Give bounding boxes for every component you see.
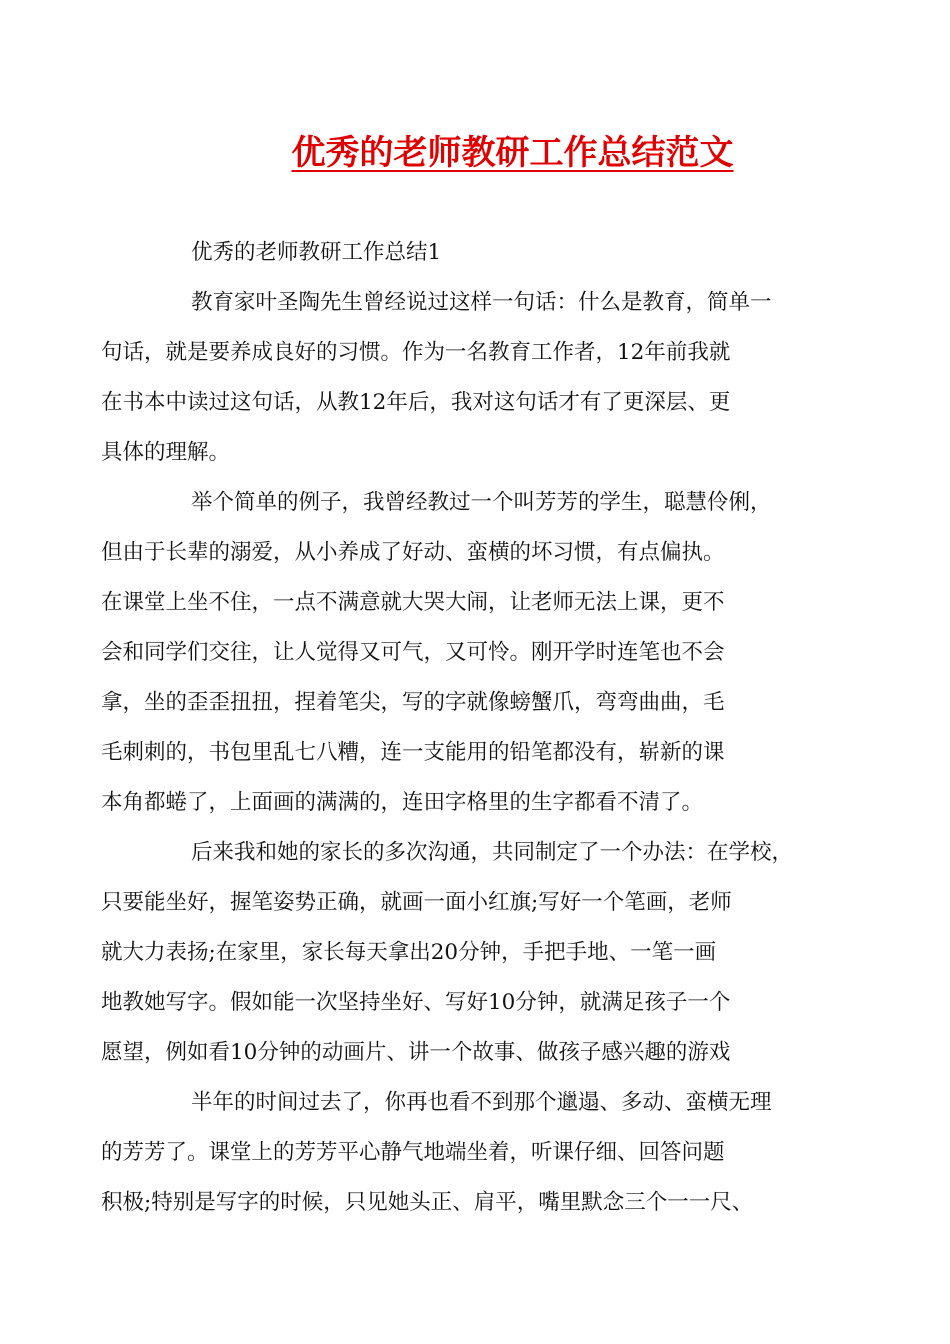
text-line: 但由于长辈的溺爱，从小养成了好动、蛮横的坏习惯，有点偏执。 (101, 540, 725, 565)
text-line: 句话，就是要养成良好的习惯。作为一名教育工作者，12年前我就 (101, 340, 731, 365)
text-line: 愿望，例如看10分钟的动画片、讲一个故事、做孩子感兴趣的游戏 (101, 1040, 731, 1065)
text-line: 毛刺刺的，书包里乱七八糟，连一支能用的铅笔都没有，崭新的课 (101, 740, 725, 765)
paragraph-4 (101, 1078, 822, 1228)
section-subheading: 优秀的老师教研工作总结1 (191, 240, 442, 265)
text-line: 会和同学们交往，让人觉得又可气，又可怜。刚开学时连笔也不会 (101, 640, 725, 665)
text-line: 在书本中读过这句话，从教12年后，我对这句话才有了更深层、更 (101, 390, 731, 415)
text-line: 就大力表扬;在家里，家长每天拿出20分钟，手把手地、一笔一画 (101, 940, 717, 965)
text-line: 拿，坐的歪歪扭扭，捏着笔尖，写的字就像螃蟹爪，弯弯曲曲，毛 (101, 690, 725, 715)
document-body (101, 228, 822, 1228)
text-line: 半年的时间过去了，你再也看不到那个邋遢、多动、蛮横无理 (191, 1090, 772, 1115)
text-line: 具体的理解。 (101, 440, 231, 465)
text-line: 举个简单的例子，我曾经教过一个叫芳芳的学生，聪慧伶俐， (191, 490, 772, 515)
text-line: 后来我和她的家长的多次沟通，共同制定了一个办法：在学校， (191, 840, 794, 865)
text-line: 积极;特别是写字的时候，只见她头正、肩平，嘴里默念三个一一尺、 (101, 1190, 754, 1215)
text-line: 地教她写字。假如能一次坚持坐好、写好10分钟，就满足孩子一个 (101, 990, 731, 1015)
text-line: 的芳芳了。课堂上的芳芳平心静气地端坐着，听课仔细、回答问题 (101, 1140, 725, 1165)
paragraph-3 (101, 828, 822, 1078)
text-line: 本角都蜷了，上面画的满满的，连田字格里的生字都看不清了。 (101, 790, 704, 815)
paragraph-1 (101, 278, 822, 478)
document-title (0, 128, 950, 178)
document-title-text: 优秀的老师教研工作总结范文 (291, 133, 734, 173)
text-line: 只要能坐好，握笔姿势正确，就画一面小红旗;写好一个笔画，老师 (101, 890, 732, 915)
text-line: 在课堂上坐不住，一点不满意就大哭大闹，让老师无法上课，更不 (101, 590, 725, 615)
text-line: 教育家叶圣陶先生曾经说过这样一句话：什么是教育，简单一 (191, 290, 772, 315)
paragraph-2 (101, 478, 822, 828)
